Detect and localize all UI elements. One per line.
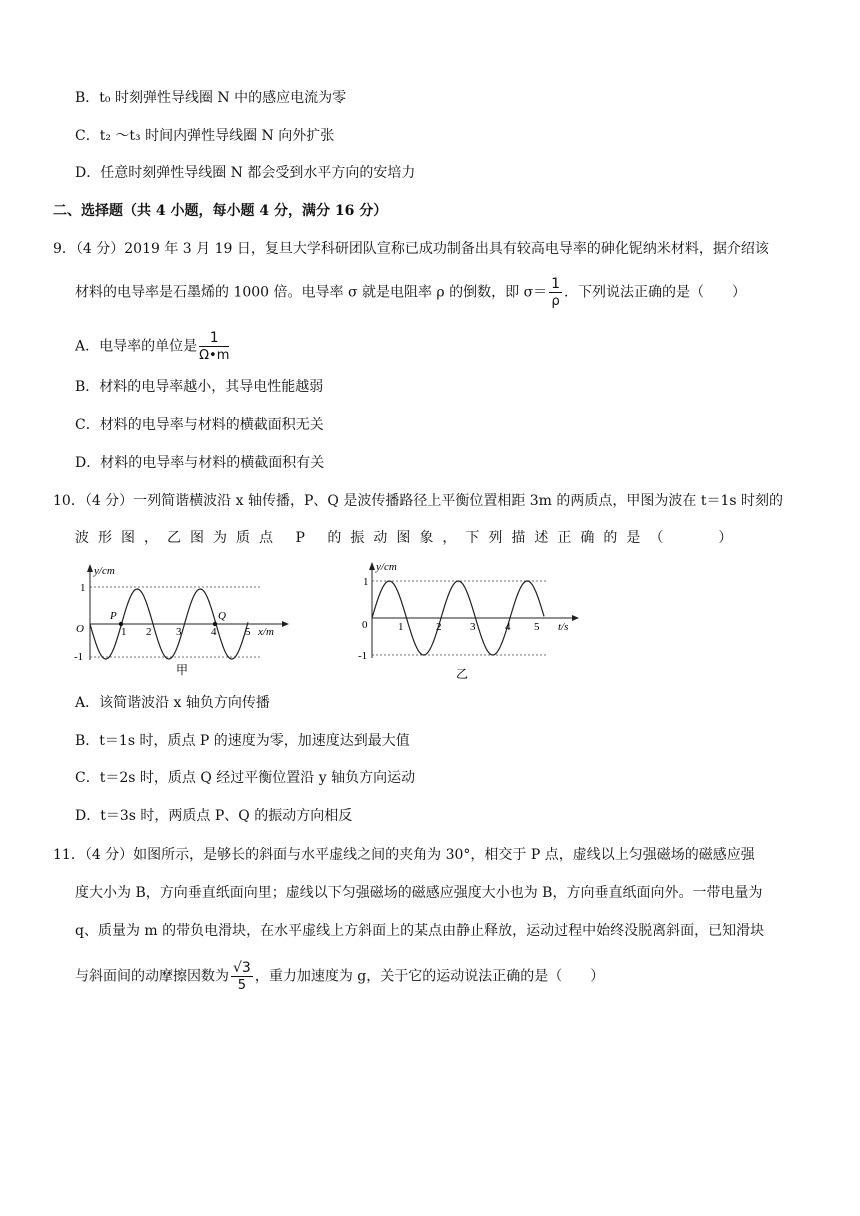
q9-option-c: C．材料的电导率与材料的横截面积无关 (75, 417, 324, 433)
q9-option-a (75, 331, 231, 362)
y-axis-label: y/cm (376, 561, 397, 573)
q11-line4-text-b: ，重力加速度为 g，关于它的运动说法正确的是（ ） (254, 968, 605, 985)
x-axis-label: x/m (258, 626, 274, 638)
wave-graph-jia (70, 560, 300, 680)
x-tick-4: 4 (211, 626, 217, 638)
unit-fraction (199, 331, 229, 362)
x-tick-3: 3 (176, 626, 182, 638)
q10-line2: 波形图，乙图为质点 P 的振动图象，下列描述正确的是（ ） (75, 530, 742, 546)
fraction-numerator: 1 (199, 331, 229, 347)
q9-line2-text-b: ．下列说法正确的是（ ） (564, 284, 747, 301)
y-top-label: 1 (363, 576, 369, 588)
fraction-denominator: ρ (551, 294, 560, 309)
graph-caption-jia: 甲 (176, 663, 189, 677)
friction-coefficient-fraction (231, 961, 253, 992)
y-bottom-label: -1 (74, 651, 84, 663)
fraction-denominator: 5 (237, 978, 247, 993)
q9-option-b: B．材料的电导率越小，其导电性能越弱 (75, 379, 324, 395)
origin-label: 0 (362, 619, 368, 631)
q10-line1: 10．（4 分）一列简谐横波沿 x 轴传播，P、Q 是波传播路径上平衡位置相距 3m 的两质点，甲图为波在 t＝1s 时刻的 (53, 493, 784, 509)
y-bottom-label: -1 (358, 650, 368, 662)
x-tick-2: 2 (146, 626, 152, 638)
x-tick-3: 3 (470, 621, 476, 633)
y-axis-label: y/cm (94, 565, 115, 577)
q9-line2 (75, 277, 746, 308)
q11-line2: 度大小为 B，方向垂直纸面向里；虚线以下匀强磁场的磁感应强度大小也为 B，方向垂直纸面向外。一带电量为 (75, 885, 763, 901)
q8-option-c: C．t₂ ～t₃ 时间内弹性导线圈 N 向外扩张 (75, 128, 335, 144)
q11-line4-text-a: 与斜面间的动摩擦因数为 (75, 968, 229, 985)
q8-option-d: D．任意时刻弹性导线圈 N 都会受到水平方向的安培力 (75, 165, 416, 181)
fraction-denominator: Ω•m (199, 348, 230, 363)
x-axis-label: t/s (558, 621, 569, 633)
q10-option-b: B．t＝1s 时，质点 P 的速度为零，加速度达到最大值 (75, 733, 410, 749)
y-top-label: 1 (80, 582, 86, 594)
point-q-label: Q (218, 610, 226, 622)
q8-option-b: B．t₀ 时刻弹性导线圈 N 中的感应电流为零 (75, 90, 347, 106)
q10-option-a: A．该简谐波沿 x 轴负方向传播 (75, 695, 270, 711)
q10-option-c: C．t＝2s 时，质点 Q 经过平衡位置沿 y 轴负方向运动 (75, 770, 416, 786)
x-tick-2: 2 (436, 621, 442, 633)
x-tick-5: 5 (245, 626, 251, 638)
q11-line1: 11．（4 分）如图所示，是够长的斜面与水平虚线之间的夹角为 30°，相交于 P 点，虚线以上匀强磁场的磁感应强 (53, 847, 755, 863)
fraction-numerator: √3 (233, 960, 251, 976)
q9-line2-text-a: 材料的电导率是石墨烯的 1000 倍。电导率 σ 就是电阻率 ρ 的倒数，即 σ＝ (75, 284, 548, 301)
fraction-numerator: 1 (551, 276, 561, 292)
vibration-graph-yi (352, 558, 592, 683)
section-title: 二、选择题（共 4 小题，每小题 4 分，满分 16 分） (53, 203, 388, 219)
x-tick-5: 5 (534, 621, 540, 633)
graph-caption-yi: 乙 (456, 667, 469, 681)
q9-line1: 9．（4 分）2019 年 3 月 19 日，复旦大学科研团队宣称已成功制备出具有较高电导率的砷化铌纳米材料，据介绍该 (53, 241, 769, 257)
origin-label: O (76, 623, 84, 635)
x-tick-1: 1 (398, 621, 404, 633)
q11-line3: q、质量为 m 的带负电滑块，在水平虚线上方斜面上的某点由静止释放，运动过程中始终没脱离斜面，已知滑块 (75, 923, 765, 939)
x-tick-1: 1 (121, 626, 127, 638)
sigma-formula-fraction (549, 277, 562, 308)
q9-option-d: D．材料的电导率与材料的横截面积有关 (75, 455, 325, 471)
q9-option-a-text: A．电导率的单位是 (75, 338, 198, 355)
q10-option-d: D．t＝3s 时，两质点 P、Q 的振动方向相反 (75, 808, 353, 824)
point-p-label: P (110, 610, 117, 622)
x-tick-4: 4 (505, 621, 511, 633)
q11-line4 (75, 961, 604, 992)
